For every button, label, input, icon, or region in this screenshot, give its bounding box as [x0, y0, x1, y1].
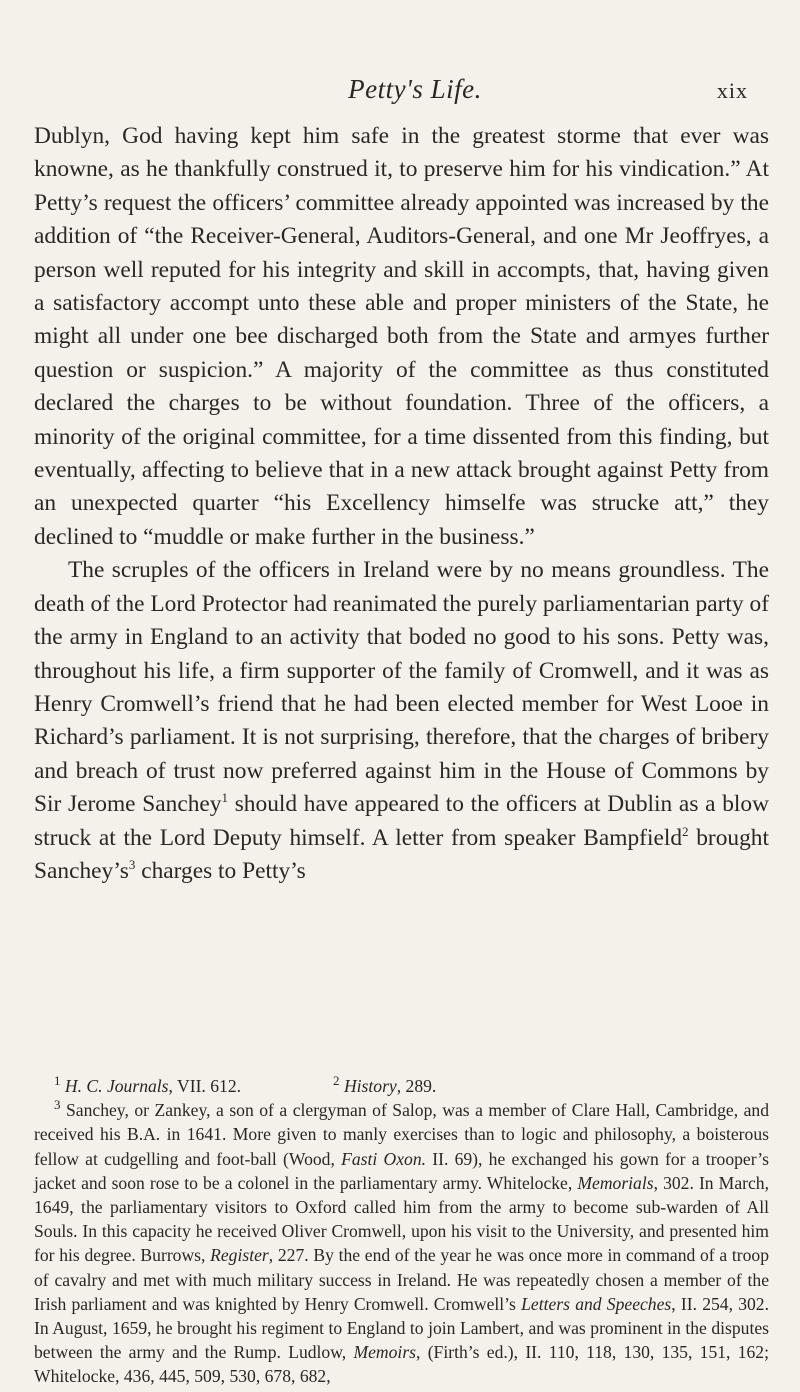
paragraph-2 — [34, 554, 769, 888]
paragraph-1-text: Dublyn, God having kept him safe in the greatest storme that ever was knowne, as he thankfully construed it, to preserve him for his vindication.” At Petty’s request the officers’ committee already appointed was increased by the addition of “the Receiver-General, Auditors-General, and one Mr Jeoffryes, a person well reputed for his integrity and skill in accompts, that, having given a satisfactory accompt unto these able and proper ministers of the State, he might all under one bee discharged both from the State and armyes further question or suspicion.” A majority of the committee as thus constituted declared the charges to be without foundation. Three of the officers, a minority of the original committee, for a time dissented from this finding, but eventually, affecting to believe that in a new attack brought against Petty from an unexpected quarter “his Excellency himselfe was strucke att,” they declined to “muddle or make further in the business.” — [34, 123, 769, 550]
footnote-2-number: 2 — [333, 1073, 340, 1089]
paragraph-2-text-c: brought Sanchey’s — [34, 824, 769, 884]
footnote-3-cite-2: Memorials — [577, 1172, 654, 1193]
footnotes-1-2 — [34, 1074, 769, 1098]
footnote-3-cite-5: Memoirs — [353, 1342, 417, 1363]
footnote-3-number: 3 — [54, 1097, 61, 1113]
page-header — [90, 74, 748, 108]
footnote-2-text: , 289. — [396, 1076, 437, 1096]
paragraph-2-text-b: should have appeared to the officers at Dublin as a blow struck at the Lord Deputy himself. A letter from speaker Bampfield — [34, 791, 769, 851]
footnote-3 — [34, 1098, 769, 1388]
paragraph-2-text-a: The scruples of the officers in Ireland were by no means groundless. The death of the Lord Protector had reanimated the purely parliamentarian party of the army in England to an activity that boded no good to his sons. Petty was, throughout his life, a firm supporter of the family of Cromwell, and it was as Henry Cromwell’s friend that he had been elected member for West Looe in Richard’s parliament. It is not surprising, therefore, that the charges of bribery and breach of trust now preferred against him in the House of Commons by Sir Jerome Sanchey — [34, 557, 769, 818]
footnote-3-text-d: , 227. By the end of the year he was once more in command of a troop of cavalry and met with much military success in Ireland. He was repeatedly chosen a member of the Irish parliament and was knighted by Henry Cromwell. Cromwell’s — [34, 1245, 769, 1314]
footnote-1-source: H. C. Journals — [64, 1076, 169, 1096]
footnote-3-text-b: II. 69), he exchanged his gown for a trooper’s jacket and soon rose to be a colonel in the parliamentary army. Whitelocke, — [34, 1148, 769, 1193]
footnotes — [34, 1074, 769, 1389]
footnote-2-source: History — [343, 1076, 397, 1096]
paragraph-2-text-d: charges to Petty’s — [135, 857, 306, 884]
footnote-3-cite-4: Letters and Speeches — [521, 1293, 672, 1314]
footnote-1-text: , VII. 612. — [168, 1076, 242, 1096]
running-title: Petty's Life. — [348, 74, 482, 104]
footnote-ref-1: 1 — [221, 790, 228, 806]
footnote-3-cite-1: Fasti Oxon. — [341, 1148, 427, 1169]
footnote-3-text-a: Sanchey, or Zankey, a son of a clergyman of Salop, was a member of Clare Hall, Cambridge, and received his B.A. in 1641. More given to manly exercises than to logic and philosophy, a boisterous fellow at cudgelling and foot-ball (Wood, — [34, 1100, 769, 1169]
footnote-3-text-e: , II. 254, 302. In August, 1659, he brought his regiment to England to join Lambert, and was prominent in the disputes between the army and the Rump. Ludlow, — [34, 1293, 769, 1363]
main-text — [34, 120, 769, 888]
footnote-3-text-c: , 302. In March, 1649, the parliamentary visitors to Oxford called him from the army to become sub-warden of All Souls. In this capacity he received Oliver Cromwell, upon his visit to the University, and presented him for his degree. Burrows, — [34, 1172, 769, 1266]
page-number: xix — [716, 78, 748, 103]
footnote-ref-3: 3 — [128, 857, 136, 873]
paragraph-1 — [34, 120, 769, 554]
footnote-3-cite-3: Register — [210, 1245, 269, 1266]
footnote-3-text-f: , (Firth’s ed.), II. 110, 118, 130, 135, 151, 162; Whitelocke, 436, 445, 509, 530, 678, 682, — [34, 1342, 769, 1387]
footnote-ref-2: 2 — [682, 823, 689, 839]
footnote-1-number: 1 — [54, 1073, 61, 1089]
